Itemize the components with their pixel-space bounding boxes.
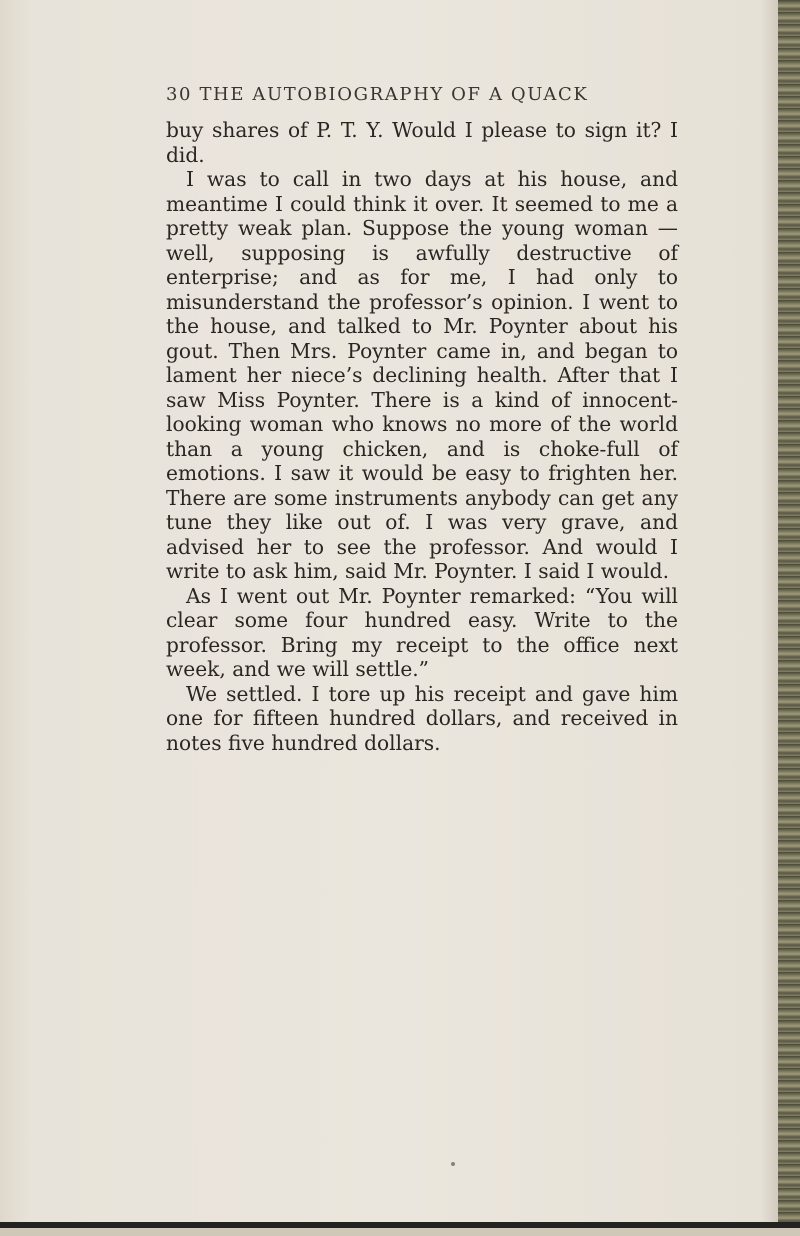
paragraph: I was to call in two days at his house, and meantime I could think it over. It seemed to me a pretty weak plan. Suppose the young woman — well, supposing is awfully destructive of enterprise; and as for me, I had only to misunderstand the professor’s opinion. I went to the house, and talked to Mr. Poynter about his gout. Then Mrs. Poynter came in, and began to lament her niece’s declining health. After that I saw Miss Poynter. There is a kind of innocent-looking woman who knows no more of the world than a young chicken, and is choke-full of emotions. I saw it would be easy to frighten her. There are some instruments anybody can get any tune they like out of. I was very grave, and advised her to see the professor. And would I write to ask him, said Mr. Poynter. I said I would. bbox=[166, 167, 678, 583]
paragraph: buy shares of P. T. Y. Would I please to sign it? I did. bbox=[166, 118, 678, 167]
running-head-title: THE AUTOBIOGRAPHY OF A QUACK bbox=[199, 84, 589, 105]
page-number: 30 bbox=[166, 84, 193, 105]
paragraph: As I went out Mr. Poynter remarked: “You will clear some four hundred easy. Write to the professor. Bring my receipt to the office next week, and we will settle.” bbox=[166, 583, 678, 681]
page-fore-edge bbox=[778, 0, 800, 1236]
running-head bbox=[166, 84, 666, 105]
bottom-margin bbox=[0, 1228, 800, 1236]
body-text bbox=[166, 118, 678, 755]
paper-speck bbox=[451, 1162, 455, 1166]
bottom-edge-rule bbox=[0, 1222, 800, 1228]
paragraph: We settled. I tore up his receipt and gave him one for fifteen hundred dollars, and received in notes five hundred dollars. bbox=[166, 681, 678, 755]
